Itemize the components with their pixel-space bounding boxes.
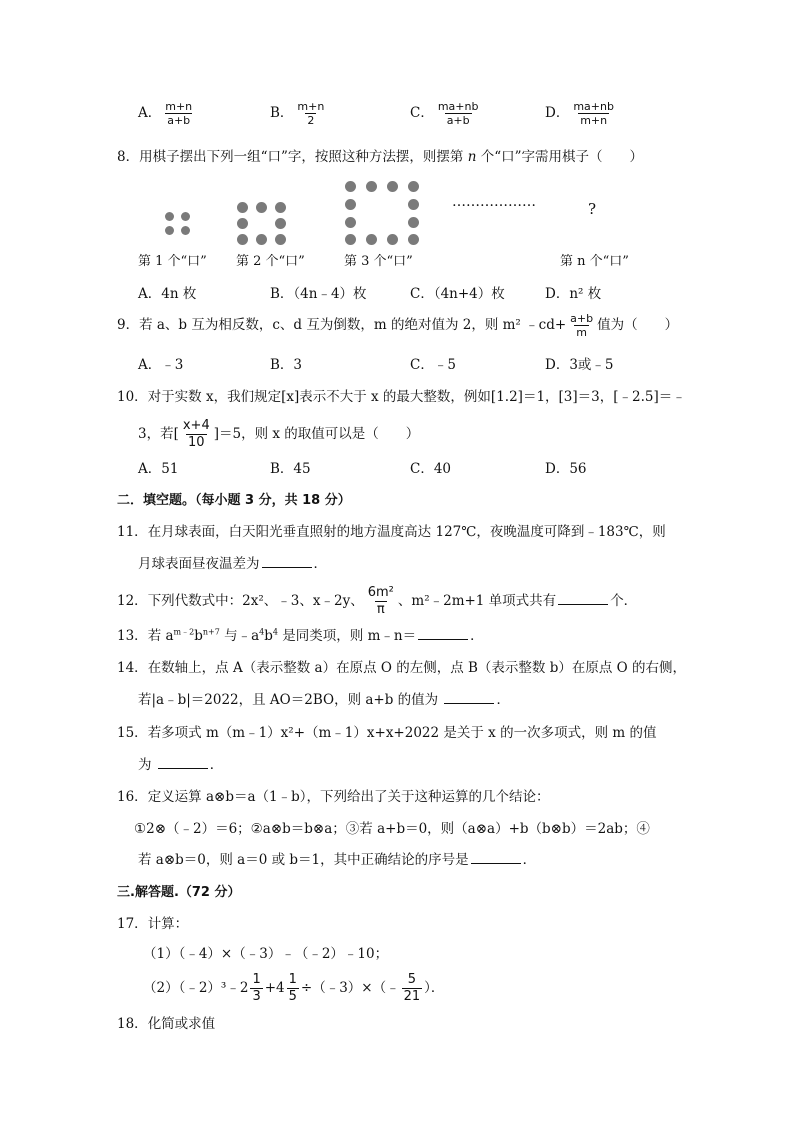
- q12-fraction: $\frac{\text{6m²}}{\pi}$: [367, 585, 394, 617]
- q8-option-a: A．4n 枚: [138, 286, 197, 302]
- q13-stem: 13．若 $a^{m﹣2}b^{n+7}$ 与$﹣a^4b^4$ 是同类项，则 m﹣n＝ ．: [117, 627, 484, 644]
- q10-option-d: D．56: [545, 461, 587, 477]
- q10-option-a: A．51: [138, 461, 179, 477]
- q16-line1: 16．定义运算 a⊗b＝a（1﹣b），下列给出了关于这种运算的几个结论：: [117, 789, 550, 805]
- q8-option-b: B．（4n﹣4）枚: [270, 286, 367, 302]
- q10-line1: 10．对于实数 x，我们规定[x]表示不大于 x 的最大整数，例如[1.2]＝1，[3]＝3，[﹣2.5]＝﹣: [117, 389, 686, 405]
- q17-title: 17．计算：: [117, 916, 189, 932]
- stone: [387, 181, 398, 192]
- q8-option-d: D．n² 枚: [545, 286, 602, 302]
- stone: [345, 217, 356, 228]
- stone: [275, 202, 286, 213]
- q9-option-b: B．3: [270, 357, 303, 373]
- q7-option-d-fraction: $\frac{ma+nb}{m+n}$: [573, 100, 614, 127]
- stone: [237, 218, 248, 229]
- section-3-heading: 三.解答题.（72 分）: [117, 885, 241, 900]
- stone: [345, 234, 356, 245]
- q7-option-a: A． $\frac{m+n}{a+b}$: [138, 100, 193, 127]
- stone: [256, 202, 267, 213]
- stone: [275, 218, 286, 229]
- q13-answer-blank[interactable]: [418, 627, 468, 640]
- q17-part2: （2）（﹣2）³﹣2 $\frac{1}{3}$ +4 $\frac{1}{5}$ ÷（﹣3）×（﹣ $\frac{5}{21}$ ）．: [143, 972, 445, 1004]
- q8-stem: 8．用棋子摆出下列一组“口”字，按照这种方法摆，则摆第 n 个“口”字需用棋子（ ）: [117, 149, 644, 165]
- q7-option-b: B． $\frac{m+n}{2}$: [270, 100, 325, 127]
- section-2-heading: 二．填空题。（每小题 3 分，共 18 分）: [117, 493, 351, 508]
- q15-line2: 为 ．: [138, 757, 224, 773]
- q17-mixed-fraction-1: $\frac{1}{3}$: [252, 972, 261, 1004]
- stone: [181, 212, 190, 221]
- q15-line1: 15．若多项式 m（m﹣1）x²+（m﹣1）x+x+2022 是关于 x 的一次多项式，则 m 的值: [117, 725, 657, 741]
- stone: [237, 202, 248, 213]
- q9-option-d: D．3或﹣5: [545, 357, 614, 373]
- q7-option-d: D． $\frac{ma+nb}{m+n}$: [545, 100, 614, 127]
- q10-line2: 3，若[ $\frac{x+4}{10}$ ]＝5，则 x 的取值可以是（ ）: [138, 418, 420, 450]
- q17-part1: （1）（﹣4）×（﹣3）﹣（﹣2）﹣10；: [143, 946, 389, 962]
- figure-caption-n: 第 n 个“口”: [560, 254, 629, 269]
- q7-option-c: C． $\frac{ma+nb}{a+b}$: [410, 100, 479, 127]
- q7-option-b-fraction: $\frac{m+n}{2}$: [297, 100, 325, 127]
- stone: [366, 234, 377, 245]
- q10-fraction: $\frac{x+4}{10}$: [182, 418, 210, 450]
- q17-fraction-3: $\frac{5}{21}$: [403, 972, 421, 1004]
- q9-option-c: C．﹣5: [410, 357, 456, 373]
- figure-caption-3: 第 3 个“口”: [344, 254, 413, 269]
- q14-answer-blank[interactable]: [444, 691, 494, 704]
- stone: [256, 234, 267, 245]
- stone: [408, 199, 419, 210]
- q7-option-c-fraction: $\frac{ma+nb}{a+b}$: [437, 100, 479, 127]
- q10-option-c: C．40: [410, 461, 452, 477]
- q10-option-b: B．45: [270, 461, 311, 477]
- figure-caption-2: 第 2 个“口”: [236, 254, 305, 269]
- figure-question-mark: ?: [588, 200, 597, 218]
- q11-answer-blank[interactable]: [262, 555, 312, 568]
- q11-line1: 11．在月球表面，白天阳光垂直照射的地方温度高达 127℃，夜晚温度可降到﹣183℃，则: [117, 524, 666, 540]
- q18-title: 18．化简或求值: [117, 1016, 216, 1032]
- stone: [165, 226, 174, 235]
- q11-line2: 月球表面昼夜温差为 ．: [138, 556, 327, 572]
- stone: [181, 226, 190, 235]
- q9-option-a: A．﹣3: [138, 357, 184, 373]
- q17-mixed-fraction-2: $\frac{1}{5}$: [288, 972, 297, 1004]
- figure-ellipsis: ………………: [452, 194, 536, 210]
- stone: [366, 181, 377, 192]
- q16-answer-blank[interactable]: [471, 851, 521, 864]
- q14-line2: 若|a﹣b|＝2022，且 AO＝2BO，则 a+b 的值为 ．: [138, 692, 510, 708]
- q16-line2: ①2⊗（﹣2）＝6；②a⊗b＝b⊗a；③若 a+b＝0，则（a⊗a）+b（b⊗b）＝2ab；④: [134, 821, 650, 837]
- q8-option-c: C．（4n+4）枚: [410, 286, 505, 302]
- q15-answer-blank[interactable]: [158, 756, 208, 769]
- stone: [408, 181, 419, 192]
- stone: [345, 199, 356, 210]
- q14-line1: 14．在数轴上，点 A（表示整数 a）在原点 O 的左侧，点 B（表示整数 b）在原点 O 的右侧，: [117, 660, 687, 676]
- q12-answer-blank[interactable]: [558, 592, 608, 605]
- q9-fraction: $\frac{a+b}{m}$: [570, 312, 594, 339]
- q16-line3: 若 a⊗b＝0，则 a＝0 或 b＝1，其中正确结论的序号是 ．: [138, 852, 537, 868]
- stone: [275, 234, 286, 245]
- stone: [345, 181, 356, 192]
- stone: [408, 217, 419, 228]
- q9-stem: 9．若 a、b 互为相反数，c、d 互为倒数，m 的绝对值为 2，则 m² ﹣cd+ $\frac{a+b}{m}$ 值为（ ）: [117, 312, 679, 339]
- stone: [387, 234, 398, 245]
- figure-caption-1: 第 1 个“口”: [138, 254, 207, 269]
- stone: [165, 212, 174, 221]
- stone: [237, 234, 248, 245]
- stone: [408, 234, 419, 245]
- q12-stem: 12．下列代数式中：2x²、﹣3、x﹣2y、 $\frac{\text{6m²}}{\pi}$ 、m²﹣2m+1 单项式共有 个．: [117, 585, 638, 617]
- q7-option-a-fraction: $\frac{m+n}{a+b}$: [165, 100, 193, 127]
